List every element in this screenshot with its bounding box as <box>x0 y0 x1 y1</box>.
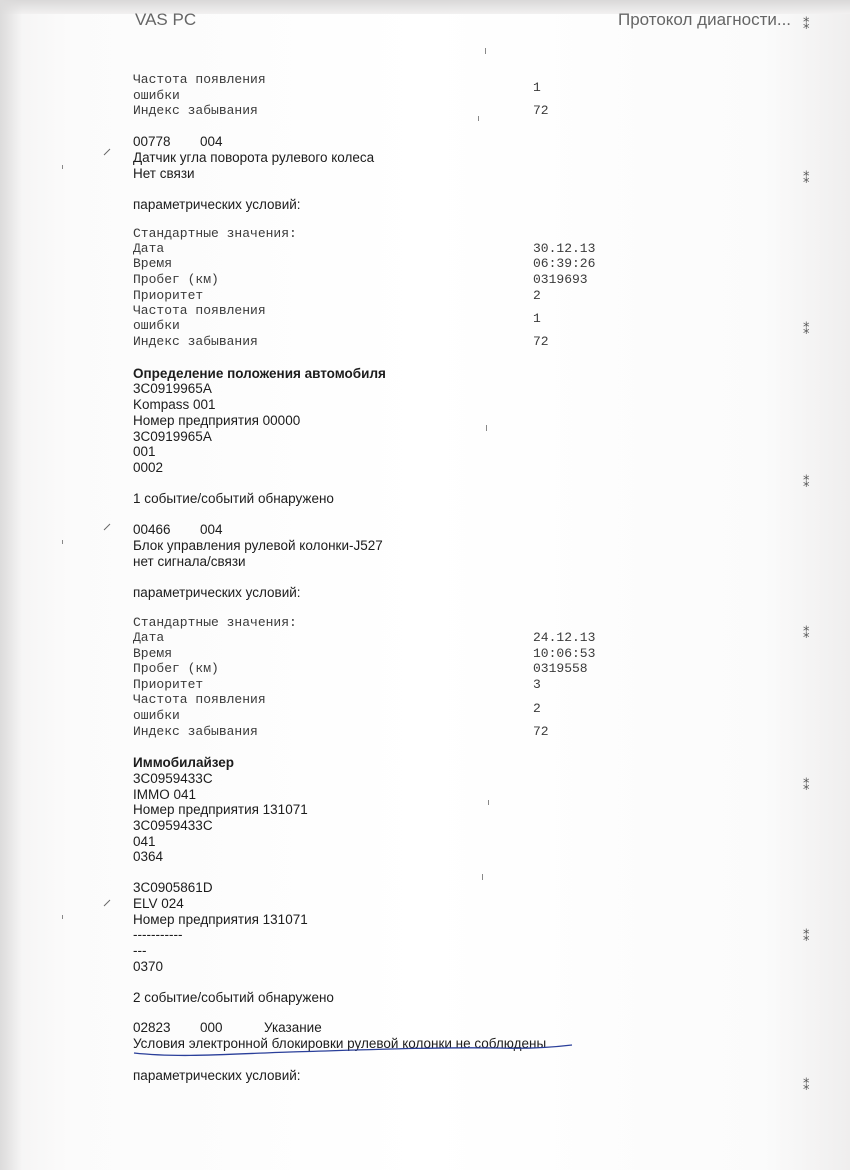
fault-note: Указание <box>264 1020 322 1035</box>
text-line: Индекс забывания <box>133 724 258 739</box>
header-left-text: VAS PC <box>135 10 197 29</box>
text-line: ошибки <box>133 708 180 723</box>
scan-mark-icon: ⁑ <box>803 18 810 33</box>
text-line: Стандартные значения: <box>133 226 297 241</box>
text-line: параметрических условий: <box>133 197 301 212</box>
text-line: Датчик угла поворота рулевого колеса <box>133 150 375 165</box>
text-line: Приоритет <box>133 288 204 303</box>
header-right-text: Протокол диагности... <box>618 10 792 29</box>
text-line: Стандартные значения: <box>133 615 297 630</box>
text-line: ошибки <box>133 318 180 333</box>
text-line: 001 <box>133 444 156 459</box>
field-value: 0319558 <box>533 661 588 676</box>
text-line: параметрических условий: <box>133 585 301 600</box>
field-value: 2 <box>533 701 541 716</box>
text-line: --- <box>133 943 147 958</box>
text-line: параметрических условий: <box>133 1068 301 1083</box>
fault-subcode: 004 <box>200 134 223 149</box>
text-line: Время <box>133 256 173 271</box>
field-value: 06:39:26 <box>533 256 596 271</box>
text-line: 3C0959433C <box>133 771 213 786</box>
fault-subcode: 000 <box>200 1020 223 1035</box>
text-line: ошибки <box>133 88 180 103</box>
text-line: 3C0959433C <box>133 818 213 833</box>
text-line: ELV 024 <box>133 896 184 911</box>
text-line: Блок управления рулевой колонки-J527 <box>133 538 383 553</box>
text-line: Дата <box>133 241 165 256</box>
field-value: 72 <box>533 103 549 118</box>
text-line: Индекс забывания <box>133 334 258 349</box>
field-value: 10:06:53 <box>533 646 596 661</box>
text-line: 0370 <box>133 959 164 974</box>
text-line: 0002 <box>133 460 164 475</box>
field-value: 2 <box>533 288 541 303</box>
text-line: ----------- <box>133 927 183 942</box>
section-heading: Определение положения автомобиля <box>133 366 386 381</box>
text-line: Индекс забывания <box>133 103 258 118</box>
scan-mark-icon: ⁑ <box>803 627 810 642</box>
fault-code: 02823 <box>133 1020 171 1035</box>
field-value: 1 <box>533 80 541 95</box>
scan-mark-icon: ⁑ <box>803 476 810 491</box>
text-line: Дата <box>133 630 165 645</box>
fault-code: 00466 <box>133 522 171 537</box>
text-line: Номер предприятия 131071 <box>133 802 308 817</box>
text-line: Пробег (км) <box>133 661 219 676</box>
text-line: нет сигнала/связи <box>133 554 246 569</box>
text-line: IMMO 041 <box>133 787 197 802</box>
scan-mark-icon: ⁑ <box>803 1079 810 1094</box>
text-line: 3C0905861D <box>133 880 213 895</box>
field-value: 72 <box>533 334 549 349</box>
field-value: 30.12.13 <box>533 241 596 256</box>
scan-mark-icon: ⁑ <box>803 172 810 187</box>
fault-code: 00778 <box>133 134 171 149</box>
text-line: Частота появления <box>133 303 266 318</box>
text-line: Пробег (км) <box>133 272 219 287</box>
text-line: Приоритет <box>133 677 204 692</box>
text-line: Частота появления <box>133 72 266 87</box>
text-line: 0364 <box>133 849 164 864</box>
text-line: 2 событие/событий обнаружено <box>133 990 334 1005</box>
text-line: Время <box>133 646 173 661</box>
fault-subcode: 004 <box>200 522 223 537</box>
text-line: 1 событие/событий обнаружено <box>133 491 334 506</box>
field-value: 24.12.13 <box>533 630 596 645</box>
text-line: Нет связи <box>133 166 195 181</box>
text-line: 3C0919965A <box>133 429 212 444</box>
text-line: Условия электронной блокировки рулевой колонки не соблюдены <box>133 1036 547 1051</box>
text-line: 041 <box>133 834 156 849</box>
field-value: 1 <box>533 311 541 326</box>
text-line: Номер предприятия 00000 <box>133 413 301 428</box>
field-value: 0319693 <box>533 272 588 287</box>
scan-mark-icon: ⁑ <box>803 930 810 945</box>
text-line: Kompass 001 <box>133 397 216 412</box>
scan-mark-icon: ⁑ <box>803 323 810 338</box>
text-line: 3C0919965A <box>133 381 212 396</box>
scan-mark-icon: ⁑ <box>803 779 810 794</box>
text-line: Частота появления <box>133 692 266 707</box>
section-heading: Иммобилайзер <box>133 755 235 770</box>
field-value: 72 <box>533 724 549 739</box>
text-line: Номер предприятия 131071 <box>133 912 308 927</box>
field-value: 3 <box>533 677 541 692</box>
